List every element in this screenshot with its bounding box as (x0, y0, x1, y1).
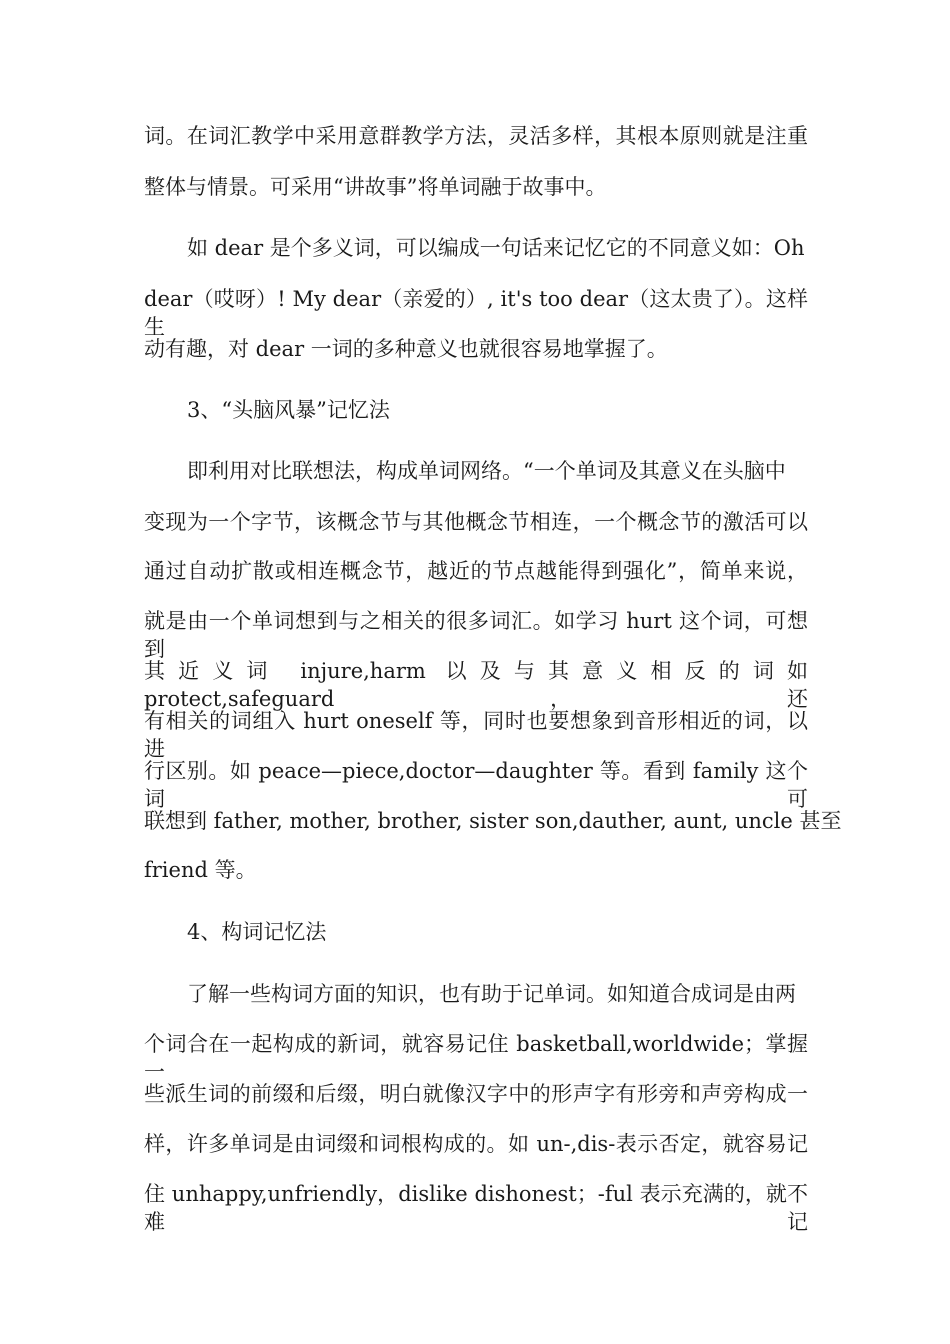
paragraph-line: 有相关的词组入 hurt oneself 等，同时也要想象到音形相近的词，以进 (144, 709, 808, 761)
paragraph-line: 动有趣，对 dear 一词的多种意义也就很容易地掌握了。 (144, 337, 668, 361)
paragraph-line: 行区别。如 peace—piece,doctor—daughter 等。看到 family 这个词可 (144, 759, 808, 811)
section-heading: 4、构词记忆法 (187, 920, 327, 944)
paragraph-line: 了解一些构词方面的知识，也有助于记单词。如知道合成词是由两 (187, 982, 796, 1006)
paragraph-line: 联想到 father, mother, brother, sister son,dauther, aunt, uncle 甚至 (144, 809, 842, 833)
paragraph-line: 通过自动扩散或相连概念节，越近的节点越能得到强化”，简单来说， (144, 559, 808, 583)
paragraph-line: 样，许多单词是由词缀和词根构成的。如 un-,dis-表示否定，就容易记 (144, 1132, 808, 1156)
paragraph-line: 其近义词 injure,harm 以及与其意义相反的词如 protect,safeguard，还 (144, 659, 808, 711)
paragraph-line: 些派生词的前缀和后缀，明白就像汉字中的形声字有形旁和声旁构成一 (144, 1082, 808, 1106)
paragraph-line: 词。在词汇教学中采用意群教学方法，灵活多样，其根本原则就是注重 (144, 124, 808, 148)
paragraph-line: dear（哎呀）! My dear（亲爱的）, it's too dear（这太贵了）。这样生 (144, 287, 808, 339)
paragraph-line: 整体与情景。可采用“讲故事”将单词融于故事中。 (144, 175, 607, 199)
section-heading: 3、“头脑风暴”记忆法 (187, 398, 390, 422)
paragraph-line: 个词合在一起构成的新词，就容易记住 basketball,worldwide；掌握一 (144, 1032, 808, 1084)
paragraph-line: 住 unhappy,unfriendly，dislike dishonest；-ful 表示充满的，就不难记 (144, 1182, 808, 1234)
paragraph-line: 就是由一个单词想到与之相关的很多词汇。如学习 hurt 这个词，可想到 (144, 609, 808, 661)
paragraph-line: 如 dear 是个多义词，可以编成一句话来记忆它的不同意义如：Oh (187, 236, 805, 260)
paragraph-line: friend 等。 (144, 858, 257, 882)
paragraph-line: 变现为一个字节，该概念节与其他概念节相连，一个概念节的激活可以 (144, 510, 808, 534)
paragraph-line: 即利用对比联想法，构成单词网络。“一个单词及其意义在头脑中 (187, 459, 786, 483)
